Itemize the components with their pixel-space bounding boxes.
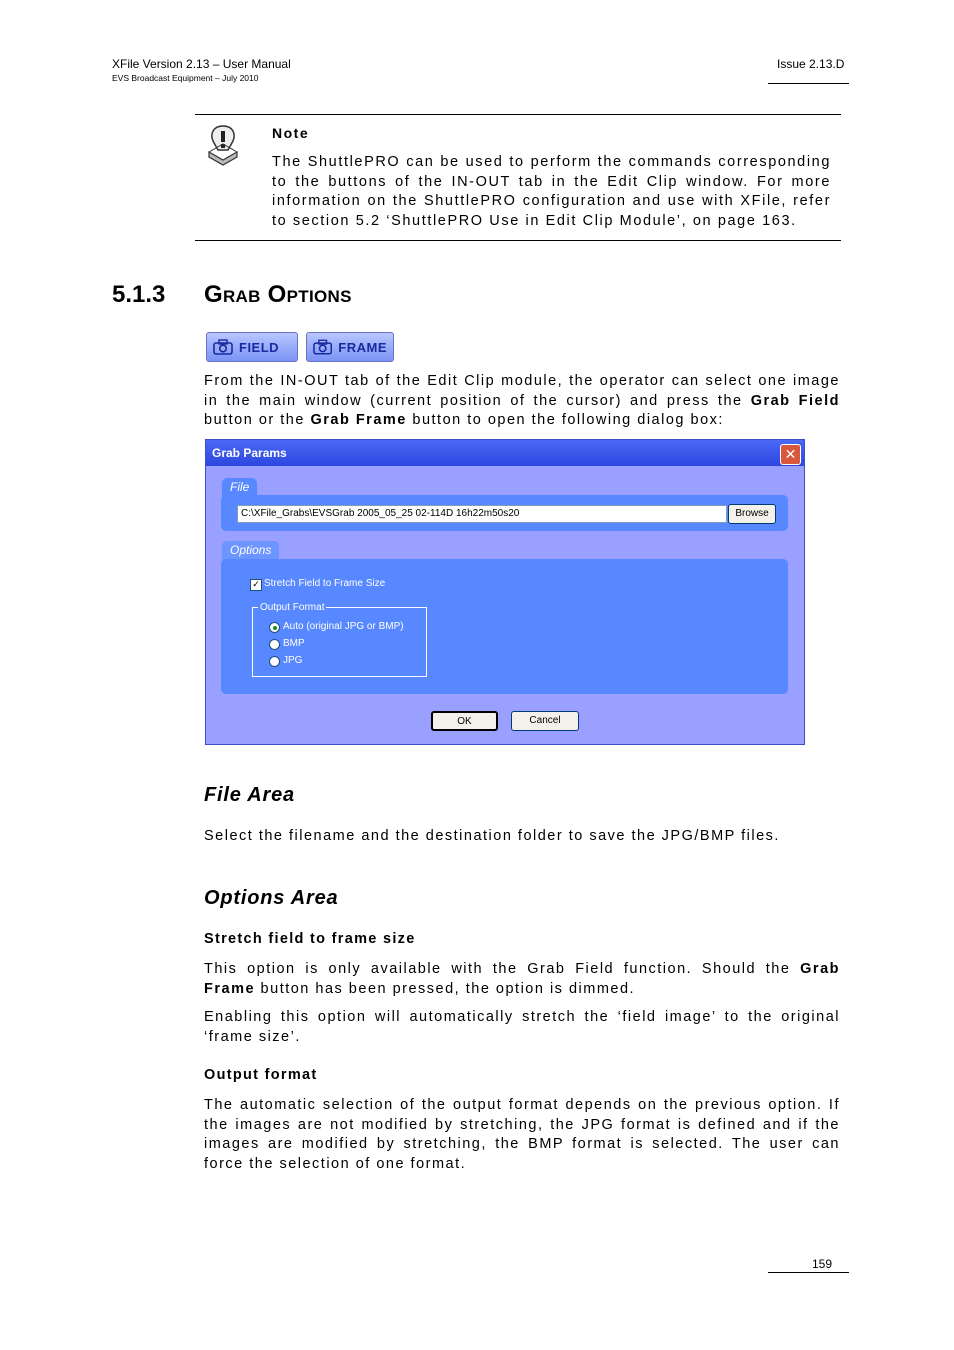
note-label: Note [272,125,310,141]
camera-icon [313,339,332,355]
stretch-label: Stretch Field to Frame Size [264,578,386,589]
header-issue: Issue 2.13.D [777,57,845,71]
footer-rule [768,1272,849,1273]
dialog-title: Grab Params [212,446,287,460]
intro-paragraph: From the IN-OUT tab of the Edit Clip module, the operator can select one image in the main window (current position of the cursor) and press the Grab Field button or the Grab Frame button to open the following dialog box: [204,373,840,428]
radio-jpg[interactable] [269,656,280,667]
stretch-paragraph-1: This option is only available with the Grab Field function. Should the Grab Frame button has been pressed, the option is dimmed. [204,961,840,997]
section-number: 5.1.3 [112,281,166,308]
output-format-heading: Output format [204,1067,318,1083]
grab-field-button[interactable] [206,332,298,362]
options-group [221,559,788,694]
cancel-button[interactable]: Cancel [511,711,579,731]
browse-button[interactable]: Browse [728,504,776,524]
output-format-fieldset [252,602,427,677]
grab-frame-label: FRAME [338,339,387,355]
header-title: XFile Version 2.13 – User Manual [112,57,291,71]
grab-params-dialog [205,439,805,745]
grab-field-label: FIELD [239,339,280,355]
grab-frame-button[interactable] [306,332,394,362]
options-area-heading: Options Area [204,887,339,909]
radio-bmp-label: BMP [283,638,305,649]
output-format-legend: Output Format [260,602,325,613]
page-number: 159 [812,1257,833,1271]
radio-jpg-label: JPG [283,655,303,666]
note-top-rule [195,114,841,115]
file-group [221,495,788,531]
radio-auto[interactable] [269,622,280,633]
ok-button[interactable]: OK [431,711,498,731]
dialog-title-bar [206,440,804,466]
file-path-input[interactable]: C:\XFile_Grabs\EVSGrab 2005_05_25 02-114D 16h22m50s20 [237,505,727,523]
file-tab[interactable]: File [222,478,257,497]
radio-auto-label: Auto (original JPG or BMP) [283,621,404,632]
file-area-text: Select the filename and the destination folder to save the JPG/BMP files. [204,828,780,844]
camera-icon [213,339,233,355]
output-format-text: The automatic selection of the output format depends on the previous option. If the images are not modified by stretching, the JPG format is defined and if the images are modified by stretching, the BMP format is selected. The user can force the selection of one format. [204,1097,840,1172]
radio-bmp[interactable] [269,639,280,650]
stretch-heading: Stretch field to frame size [204,931,416,947]
header-rule [768,83,849,84]
stretch-paragraph-2: Enabling this option will automatically stretch the ‘field image’ to the original ‘frame size’. [204,1009,840,1045]
note-icon [205,124,241,168]
options-tab[interactable]: Options [222,541,279,560]
note-text: The ShuttlePRO can be used to perform the commands corresponding to the buttons of the IN-OUT tab in the Edit Clip window. For more information on the ShuttlePRO configuration and use with XFile, refer to section 5.2 ‘ShuttlePRO Use in Edit Clip Module’, on page 163. [272,154,831,229]
stretch-checkbox[interactable]: ✓ [250,579,262,591]
file-area-heading: File Area [204,784,295,806]
header-subtitle: EVS Broadcast Equipment – July 2010 [112,73,259,83]
close-button[interactable]: ✕ [780,444,801,465]
note-bottom-rule [195,240,841,241]
section-title: Grab Options [204,281,352,308]
